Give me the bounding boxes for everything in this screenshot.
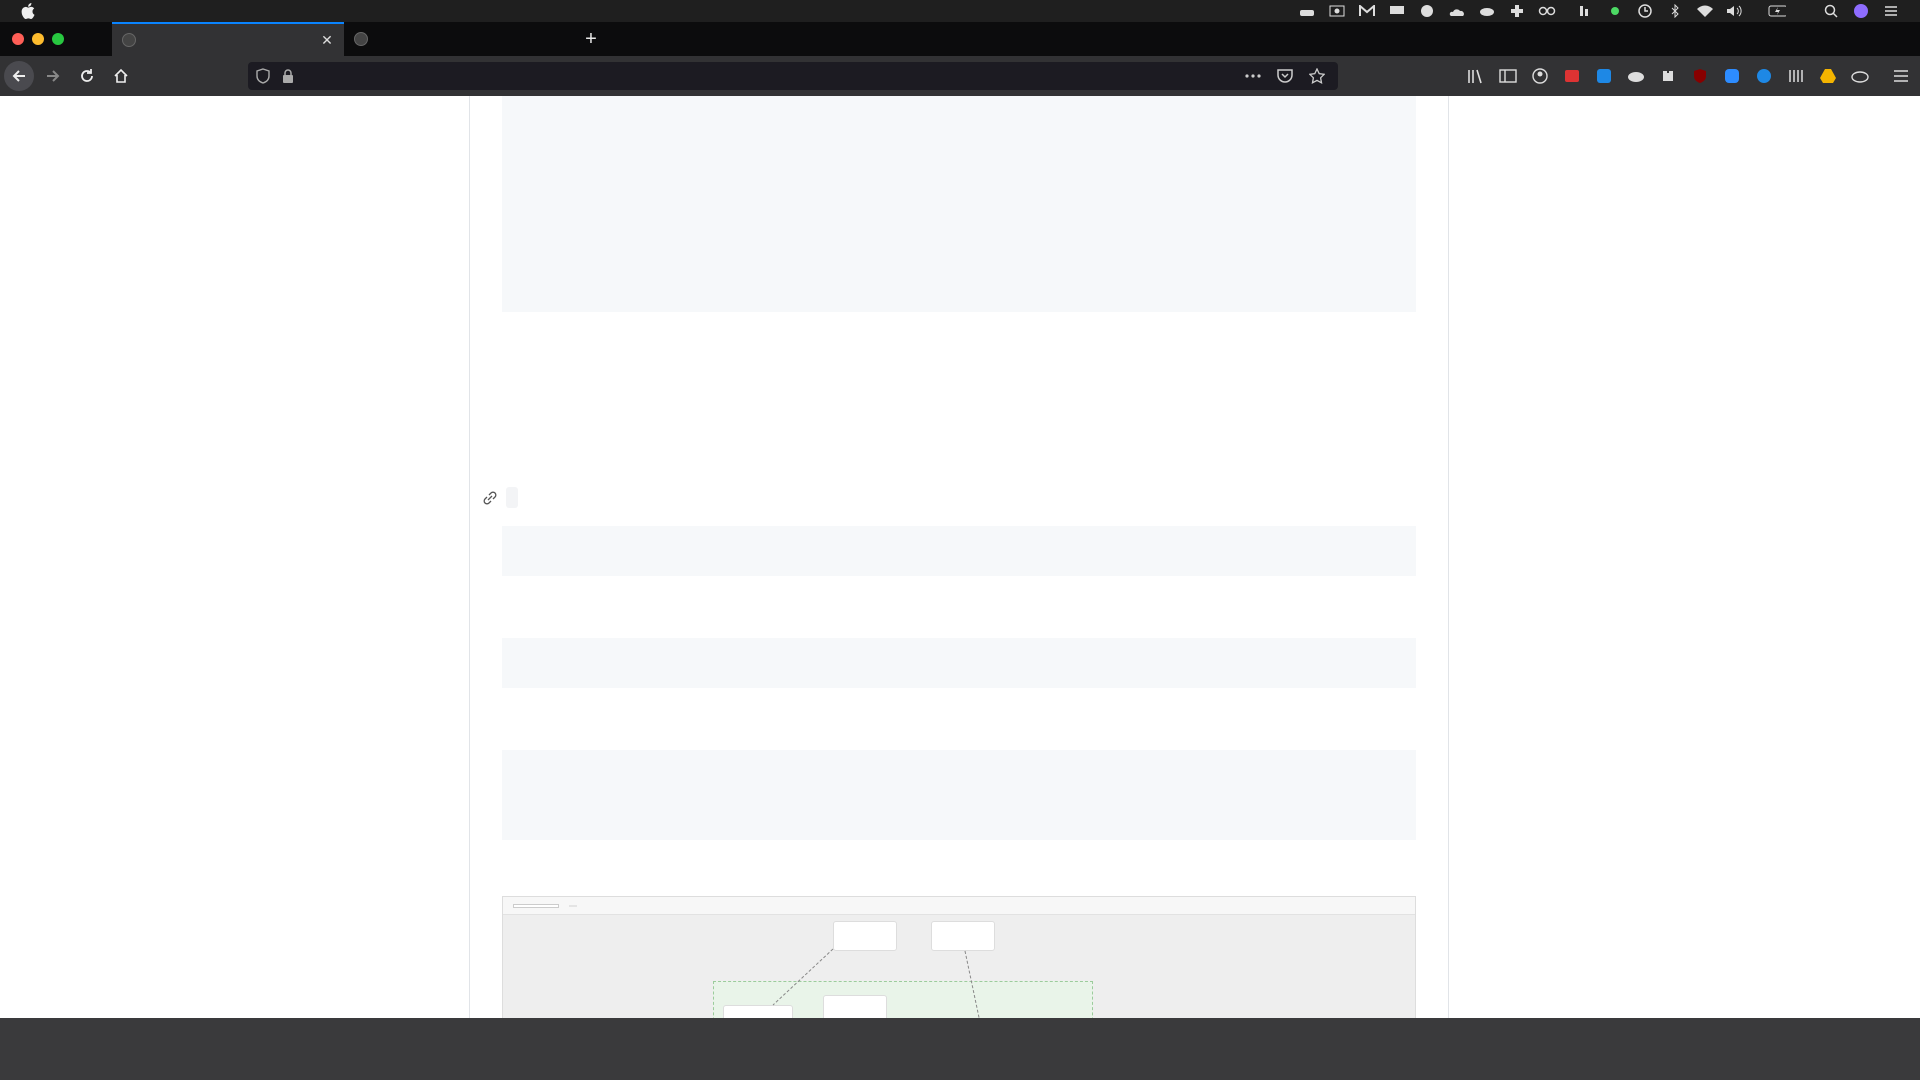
macos-dock bbox=[0, 1018, 1920, 1080]
screenshot-status-icon[interactable] bbox=[1328, 4, 1346, 18]
github-favicon-icon bbox=[122, 33, 136, 47]
lock-icon[interactable] bbox=[282, 69, 296, 83]
hubble-ui-screenshot-image bbox=[502, 896, 1416, 1018]
configmap-edit-codeblock bbox=[502, 526, 1416, 576]
verify-inline-code bbox=[506, 487, 518, 508]
tab-inactive[interactable] bbox=[344, 22, 576, 56]
tracking-shield-icon[interactable] bbox=[256, 68, 272, 84]
notification-center-icon[interactable] bbox=[1882, 4, 1900, 18]
reload-button[interactable] bbox=[72, 61, 102, 91]
cloud-upload-icon[interactable] bbox=[1849, 65, 1871, 87]
hamburger-menu-icon[interactable] bbox=[1890, 65, 1912, 87]
kubectl-apply-codeblock bbox=[502, 638, 1416, 688]
cpu-status-icon[interactable] bbox=[1576, 4, 1594, 18]
weather-status-icon[interactable] bbox=[1448, 4, 1466, 18]
kubectl-output-codeblock bbox=[502, 96, 1416, 312]
docker-status-icon[interactable] bbox=[1298, 4, 1316, 18]
notification-status-icon[interactable] bbox=[1388, 4, 1406, 18]
reload-icon bbox=[79, 68, 95, 84]
heading-verify-setting bbox=[502, 488, 522, 506]
url-actions bbox=[1242, 68, 1338, 84]
wifi-icon[interactable] bbox=[1696, 4, 1714, 18]
port-forward-codeblock bbox=[502, 750, 1416, 840]
back-arrow-icon bbox=[11, 68, 27, 84]
cloud-status-icon[interactable] bbox=[1478, 4, 1496, 18]
flow-lines bbox=[503, 897, 1416, 1018]
window-controls bbox=[12, 33, 72, 45]
sidebar-icon[interactable] bbox=[1497, 65, 1519, 87]
siri-icon[interactable] bbox=[1852, 4, 1870, 18]
tab-active[interactable] bbox=[112, 22, 344, 56]
bookmark-star-icon[interactable] bbox=[1306, 68, 1328, 84]
forward-arrow-icon bbox=[45, 68, 61, 84]
link-anchor-icon[interactable] bbox=[482, 490, 498, 506]
forward-button[interactable] bbox=[38, 61, 68, 91]
bars-extension-icon[interactable] bbox=[1785, 65, 1807, 87]
green-dot-icon bbox=[1606, 4, 1624, 18]
ublock-icon[interactable] bbox=[1689, 65, 1711, 87]
home-icon bbox=[113, 68, 129, 84]
plus-status-icon[interactable] bbox=[1508, 4, 1526, 18]
red-extension-icon[interactable] bbox=[1561, 65, 1583, 87]
close-window-button[interactable] bbox=[12, 33, 24, 45]
web-page bbox=[0, 96, 1920, 1018]
puzzle-extension-icon[interactable] bbox=[1657, 65, 1679, 87]
spotlight-search-icon[interactable] bbox=[1822, 4, 1840, 18]
back-button[interactable] bbox=[4, 61, 34, 91]
new-tab-button[interactable]: + bbox=[585, 28, 597, 50]
skype-extension-icon[interactable] bbox=[1593, 65, 1615, 87]
library-icon[interactable] bbox=[1465, 65, 1487, 87]
github-favicon-icon bbox=[354, 32, 368, 46]
home-button[interactable] bbox=[106, 61, 136, 91]
minimize-window-button[interactable] bbox=[32, 33, 44, 45]
pocket-icon[interactable] bbox=[1274, 69, 1296, 83]
close-tab-icon[interactable]: ✕ bbox=[321, 32, 333, 48]
apple-menu-icon[interactable] bbox=[20, 3, 36, 19]
glasses-status-icon[interactable] bbox=[1538, 4, 1556, 18]
battery-icon[interactable] bbox=[1768, 4, 1786, 18]
content-border-right bbox=[1448, 96, 1449, 1018]
clock-status-icon[interactable] bbox=[1418, 4, 1436, 18]
time-machine-icon[interactable] bbox=[1636, 4, 1654, 18]
page-actions-icon[interactable] bbox=[1242, 74, 1264, 78]
tab-strip bbox=[0, 22, 1920, 56]
bluetooth-icon[interactable] bbox=[1666, 4, 1684, 18]
zoom-window-button[interactable] bbox=[52, 33, 64, 45]
extensions-toolbar bbox=[1460, 56, 1917, 96]
cloud-extension-icon[interactable] bbox=[1625, 65, 1647, 87]
navigation-toolbar bbox=[0, 56, 1920, 96]
url-bar[interactable] bbox=[248, 62, 1338, 90]
mail-status-icon[interactable] bbox=[1358, 4, 1376, 18]
google-drive-extension-icon[interactable] bbox=[1817, 65, 1839, 87]
macos-menu-bar bbox=[0, 0, 1920, 22]
info-extension-icon[interactable] bbox=[1753, 65, 1775, 87]
account-icon[interactable] bbox=[1529, 65, 1551, 87]
zoom-extension-icon[interactable] bbox=[1721, 65, 1743, 87]
content-border-left bbox=[469, 96, 470, 1018]
volume-icon[interactable] bbox=[1726, 4, 1744, 18]
